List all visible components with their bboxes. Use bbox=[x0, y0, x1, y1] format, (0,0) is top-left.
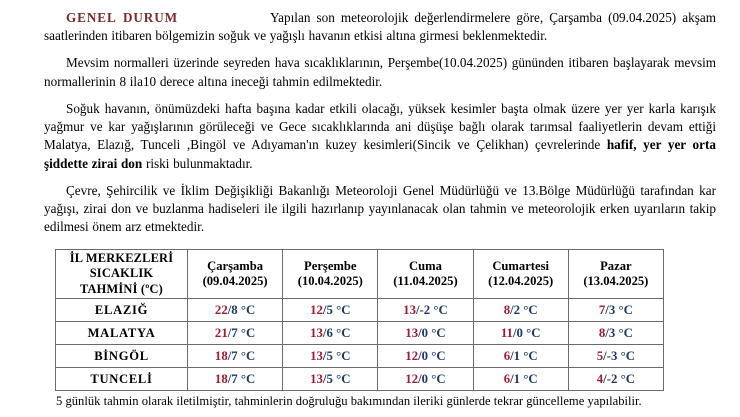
text-run: riski bulunmaktadır. bbox=[142, 155, 253, 171]
city-name-cell: TUNCELİ bbox=[56, 368, 188, 391]
temp-unit: °C bbox=[615, 325, 633, 340]
temp-separator: / bbox=[603, 371, 607, 386]
temp-unit: °C bbox=[520, 302, 538, 317]
city-name-cell: BİNGÖL bbox=[56, 345, 188, 368]
temp-max-value: 22 bbox=[214, 302, 228, 317]
temperature-cell bbox=[568, 368, 663, 391]
temp-separator: / bbox=[227, 325, 232, 340]
city-name-cell: ELAZIĞ bbox=[56, 299, 188, 322]
temp-max-value: 18 bbox=[214, 371, 228, 386]
table-column-header-4 bbox=[473, 250, 568, 299]
temp-min-value: 6 bbox=[326, 325, 333, 340]
temp-separator: / bbox=[322, 302, 327, 317]
paragraph-frost-risk bbox=[44, 100, 716, 173]
temp-separator: / bbox=[322, 325, 327, 340]
temp-unit: °C bbox=[332, 371, 351, 386]
table-row bbox=[56, 322, 664, 345]
temperature-cell bbox=[283, 322, 378, 345]
temp-max-value: 12 bbox=[405, 348, 419, 363]
temperature-cell bbox=[188, 368, 283, 391]
paragraph-general-situation bbox=[44, 9, 716, 45]
temp-separator: / bbox=[227, 348, 232, 363]
temp-unit: °C bbox=[237, 302, 256, 317]
temp-separator: / bbox=[415, 302, 420, 317]
paragraph-4-text bbox=[44, 183, 716, 234]
temp-unit: °C bbox=[332, 348, 351, 363]
column-day-name: Cuma bbox=[409, 258, 442, 273]
temp-min-value: 1 bbox=[513, 348, 521, 363]
temp-separator: / bbox=[418, 348, 422, 363]
temperature-cell bbox=[473, 322, 568, 345]
temp-max-value: 4 bbox=[596, 371, 604, 386]
table-column-header-5 bbox=[568, 250, 663, 299]
corner-header-line-2: SICAKLIK bbox=[89, 266, 154, 281]
temperature-cell bbox=[188, 345, 283, 368]
table-header bbox=[56, 250, 664, 299]
temp-min-value: -2 bbox=[419, 302, 431, 317]
temp-separator: / bbox=[418, 325, 422, 340]
temp-unit: °C bbox=[237, 325, 256, 340]
temp-separator: / bbox=[510, 371, 514, 386]
table-corner-header bbox=[56, 250, 188, 299]
temp-max-value: 12 bbox=[405, 371, 419, 386]
table-row bbox=[56, 345, 664, 368]
document-body bbox=[44, 9, 716, 245]
temp-min-value: -2 bbox=[606, 371, 618, 386]
temp-separator: / bbox=[510, 348, 514, 363]
temp-unit: °C bbox=[428, 348, 446, 363]
temp-separator: / bbox=[227, 371, 232, 386]
temperature-forecast-table bbox=[55, 249, 664, 391]
temp-separator: / bbox=[512, 325, 517, 340]
temp-min-value: 7 bbox=[231, 325, 238, 340]
paragraph-ministry-warning bbox=[44, 182, 716, 237]
temp-max-value: 7 bbox=[598, 302, 606, 317]
paragraph-2-text bbox=[44, 55, 716, 88]
temp-unit: °C bbox=[520, 371, 538, 386]
temp-min-value: 3 bbox=[608, 325, 616, 340]
corner-header-line-1: İL MERKEZLERİ bbox=[69, 251, 174, 266]
table-body bbox=[56, 299, 664, 391]
city-name-cell: MALATYA bbox=[56, 322, 188, 345]
temp-unit: °C bbox=[617, 371, 635, 386]
column-date: (12.04.2025) bbox=[488, 274, 554, 288]
temp-max-value: 11 bbox=[500, 325, 513, 340]
temp-min-value: 5 bbox=[326, 302, 333, 317]
table-row bbox=[56, 368, 664, 391]
temp-min-value: 0 bbox=[421, 325, 429, 340]
temperature-cell bbox=[283, 299, 378, 322]
column-date: (10.04.2025) bbox=[297, 274, 363, 288]
temp-max-value: 8 bbox=[503, 302, 511, 317]
temperature-cell bbox=[283, 345, 378, 368]
column-day-name: Perşembe bbox=[304, 258, 357, 273]
column-date: (13.04.2025) bbox=[583, 274, 649, 288]
text-run: Yapılan son meteorolojik değerlendirmelere göre, Çarşamba (09.04.2025) akşam saatlerinden itibaren bölgemizin soğuk ve yağışlı havanın etkisi altına girmesi beklenmektedir. bbox=[44, 10, 716, 44]
temp-min-value: 5 bbox=[326, 348, 333, 363]
temp-min-value: 1 bbox=[513, 371, 521, 386]
temperature-cell bbox=[568, 345, 663, 368]
temp-min-value: 8 bbox=[231, 302, 238, 317]
temp-min-value: 7 bbox=[231, 348, 238, 363]
column-day-name: Çarşamba bbox=[207, 258, 264, 273]
temperature-cell bbox=[473, 368, 568, 391]
text-run: Soğuk havanın, önümüzdeki hafta başına kadar etkili olacağı, yüksek kesimler başta olmak üzere yer yer karla karışık yağmur ve kar yağışlarının görüleceği ve Gece sıcaklıklarında ani düşüşe bağlı olarak tarımsal faaliyetlerin devam ettiği Malatya, Elazığ, Tunceli ,Bingöl ve Adıyaman'ın kuzey kesimleri(Sincik ve Çelikhan) çevrelerinde bbox=[44, 100, 716, 153]
temp-min-value: 3 bbox=[608, 302, 616, 317]
temperature-cell bbox=[378, 368, 473, 391]
temp-separator: / bbox=[227, 302, 232, 317]
temp-max-value: 13 bbox=[310, 348, 323, 363]
temp-min-value: 0 bbox=[516, 325, 523, 340]
temp-min-value: 0 bbox=[421, 348, 429, 363]
temp-separator: / bbox=[322, 371, 327, 386]
temp-min-value: 5 bbox=[326, 371, 333, 386]
temperature-cell bbox=[568, 322, 663, 345]
temperature-cell bbox=[378, 299, 473, 322]
table-column-header-1 bbox=[188, 250, 283, 299]
temp-max-value: 6 bbox=[503, 371, 511, 386]
temp-separator: / bbox=[322, 348, 327, 363]
temp-min-value: 0 bbox=[421, 371, 429, 386]
temp-separator: / bbox=[603, 348, 607, 363]
temp-min-value: -3 bbox=[606, 348, 618, 363]
table-column-header-3 bbox=[378, 250, 473, 299]
temp-unit: °C bbox=[522, 325, 541, 340]
paragraph-seasonal-normals bbox=[44, 54, 716, 90]
temp-unit: °C bbox=[237, 371, 256, 386]
corner-header-line-3: TAHMİNİ (ºC) bbox=[79, 281, 163, 296]
temp-max-value: 12 bbox=[310, 302, 323, 317]
temp-separator: / bbox=[418, 371, 422, 386]
temperature-cell bbox=[378, 345, 473, 368]
column-date: (11.04.2025) bbox=[393, 274, 458, 288]
temp-max-value: 5 bbox=[596, 348, 604, 363]
temp-max-value: 21 bbox=[214, 325, 228, 340]
temperature-cell bbox=[188, 299, 283, 322]
temperature-cell bbox=[378, 322, 473, 345]
temperature-cell bbox=[188, 322, 283, 345]
temp-max-value: 13 bbox=[310, 325, 323, 340]
temp-unit: °C bbox=[615, 302, 633, 317]
temp-min-value: 7 bbox=[231, 371, 238, 386]
paragraph-3-text bbox=[44, 101, 716, 171]
table-column-header-2 bbox=[283, 250, 378, 299]
column-date: (09.04.2025) bbox=[202, 274, 268, 288]
table-header-row bbox=[56, 250, 664, 299]
temp-max-value: 13 bbox=[405, 325, 419, 340]
temp-unit: °C bbox=[332, 325, 351, 340]
temp-unit: °C bbox=[428, 325, 446, 340]
temperature-cell bbox=[473, 345, 568, 368]
temperature-cell bbox=[283, 368, 378, 391]
temp-unit: °C bbox=[332, 302, 351, 317]
text-run: Mevsim normalleri üzerinde seyreden hava sıcaklıklarının, Perşembe(10.04.2025) gününden itibaren başlayarak mevsim normallerinin 8 ila10 derece altına ineceği tahmin edilmektedir. bbox=[44, 55, 716, 89]
temp-unit: °C bbox=[617, 348, 635, 363]
text-run: Çevre, Şehircilik ve İklim Değişikliği Bakanlığı Meteoroloji Genel Müdürlüğü ve 13.Bölge Müdürlüğü tarafından kar yağışı, zirai don ve buzlanma hadiseleri ile ilgili hazırlanıp yayınlanacak olan tahmin ve meteorolojik erken uyarıların takip edilmesi önem arz etmektedir. bbox=[44, 182, 716, 235]
temp-max-value: 6 bbox=[503, 348, 511, 363]
section-heading-genel-durum: GENEL DURUM bbox=[66, 10, 178, 25]
table-row bbox=[56, 299, 664, 322]
footer-note: 5 günlük tahmin olarak iletilmiştir, tahminlerin doğruluğu bakımından ileriki günlerde tekrar güncelleme yapılabilir. bbox=[56, 394, 642, 408]
temp-max-value: 13 bbox=[403, 302, 416, 317]
temp-unit: °C bbox=[430, 302, 448, 317]
temp-separator: / bbox=[510, 302, 514, 317]
temperature-cell bbox=[568, 299, 663, 322]
temp-max-value: 13 bbox=[310, 371, 323, 386]
temp-max-value: 18 bbox=[214, 348, 228, 363]
temp-unit: °C bbox=[428, 371, 446, 386]
temp-max-value: 8 bbox=[598, 325, 606, 340]
forecast-table-container bbox=[55, 249, 663, 391]
temp-separator: / bbox=[605, 325, 609, 340]
column-day-name: Cumartesi bbox=[492, 258, 549, 273]
temp-separator: / bbox=[605, 302, 609, 317]
column-day-name: Pazar bbox=[600, 258, 632, 273]
temperature-cell bbox=[473, 299, 568, 322]
temp-min-value: 2 bbox=[513, 302, 521, 317]
temp-unit: °C bbox=[237, 348, 256, 363]
temp-unit: °C bbox=[520, 348, 538, 363]
emphasis-run: hafif, yer yer orta şiddette zirai don bbox=[44, 137, 716, 171]
